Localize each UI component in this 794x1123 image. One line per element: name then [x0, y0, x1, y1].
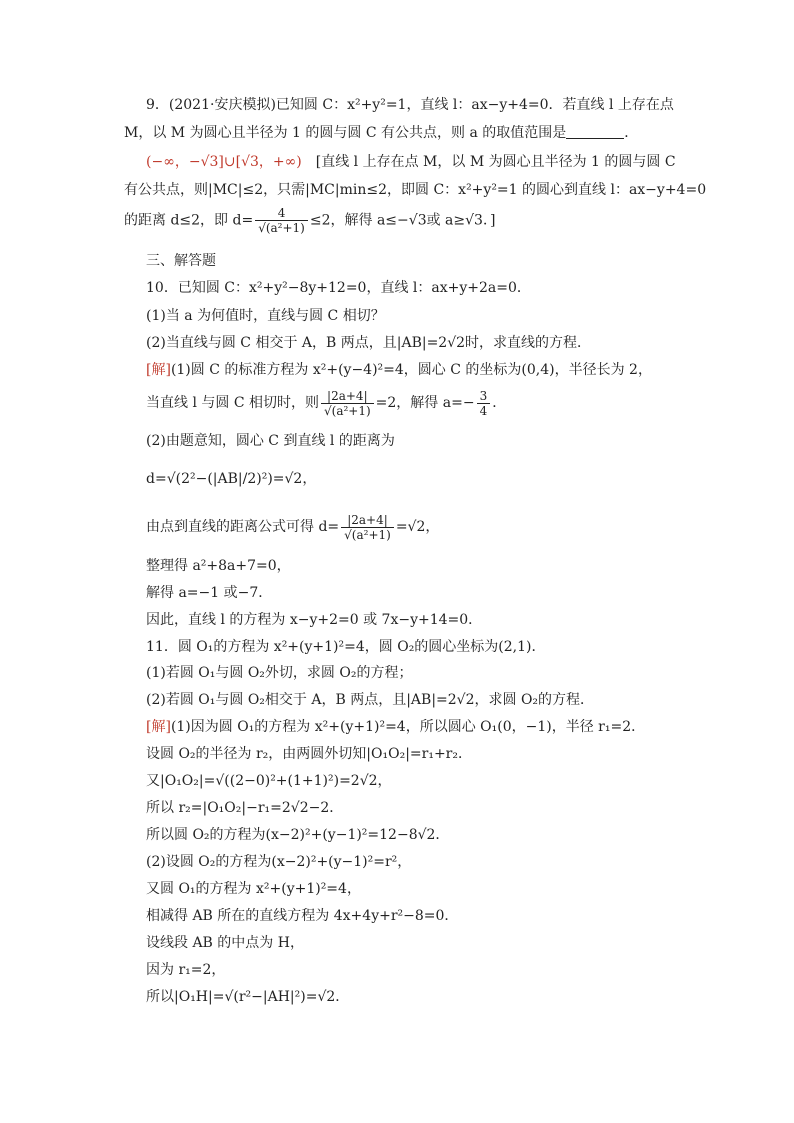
- text-line: [解](1)圆 C 的标准方程为 x²+(y−4)²=4，圆心 C 的坐标为(0,4)，半径长为 2，: [146, 362, 652, 378]
- text-line: 设圆 O₂的半径为 r₂，由两圆外切知|O₁O₂|=r₁+r₂．: [146, 746, 472, 762]
- text-line: (2)若圆 O₁与圆 O₂相交于 A，B 两点，且|AB|=2√2，求圆 O₂的方程．: [146, 692, 595, 708]
- text-line: 11．圆 O₁的方程为 x²+(y+1)²=4，圆 O₂的圆心坐标为(2,1)．: [146, 639, 546, 655]
- text-line: 9．(2021·安庆模拟)已知圆 C：x²+y²=1，直线 l：ax−y+4=0．若直线 l 上存在点: [146, 97, 674, 113]
- text-line: (2)当直线与圆 C 相交于 A，B 两点，且|AB|=2√2时，求直线的方程．: [146, 335, 592, 351]
- text-line: 设线段 AB 的中点为 H，: [146, 935, 304, 951]
- section-heading: 三、解答题: [146, 253, 216, 269]
- text-line: 有公共点，则|MC|≤2，只需|MC|min≤2，即圆 C：x²+y²=1 的圆心到直线 l：ax−y+4=0: [124, 182, 707, 198]
- text-line: (1)当 a 为何值时，直线与圆 C 相切？: [146, 308, 385, 324]
- text-line: (2)设圆 O₂的方程为(x−2)²+(y−1)²=r²，: [146, 854, 412, 870]
- formula-line: 又|O₁O₂|=√((2−0)²+(1+1)²)=2√2，: [146, 773, 392, 789]
- text-line: (−∞，−√3]∪[√3，+∞) [直线 l 上存在点 M，以 M 为圆心且半径为 1 的圆与圆 C: [146, 154, 676, 170]
- fraction: $\frac{|2a+4|}{\text{√(a²+1)}}$: [321, 389, 374, 418]
- answer-blank: [566, 138, 624, 139]
- text-line: (1)若圆 O₁与圆 O₂外切，求圆 O₂的方程；: [146, 665, 413, 681]
- text-line: 相减得 AB 所在的直线方程为 4x+4y+r²−8=0．: [146, 908, 459, 924]
- formula-line: d=√(2²−(|AB|/2)²)=√2，: [146, 471, 317, 487]
- text-line: 又圆 O₁的方程为 x²+(y+1)²=4，: [146, 881, 361, 897]
- fraction: $\frac{|2a+4|}{\text{√(a²+1)}}$: [341, 513, 394, 542]
- answer-text: (−∞，−√3]∪[√3，+∞): [146, 154, 302, 170]
- fraction: $\frac{4}{\text{√(a²+1)}}$: [255, 206, 308, 235]
- solution-tag: [解]: [146, 362, 171, 378]
- text-line: 的距离 d≤2，即 d= $\frac{4}{\text{√(a²+1)}}$ ≤2，解得 a≤−√3或 a≥√3．]: [124, 206, 496, 235]
- formula-line: 所以|O₁H|=√(r²−|AH|²)=√2．: [146, 989, 350, 1005]
- text-line: 当直线 l 与圆 C 相切时，则 $\frac{|2a+4|}{\text{√(a²+1)}}$ =2，解得 a=− $\frac{3}{4}$ ．: [146, 388, 507, 418]
- text-line: 10．已知圆 C：x²+y²−8y+12=0，直线 l：ax+y+2a=0．: [146, 280, 531, 296]
- text-line: M，以 M 为圆心且半径为 1 的圆与圆 C 有公共点，则 a 的取值范围是 ．: [124, 125, 639, 141]
- text-line: [解](1)因为圆 O₁的方程为 x²+(y+1)²=4，所以圆心 O₁(0，−1)，半径 r₁=2．: [146, 719, 646, 735]
- text-line: 因此，直线 l 的方程为 x−y+2=0 或 7x−y+14=0．: [146, 612, 483, 628]
- text-line: 由点到直线的距离公式可得 d= $\frac{|2a+4|}{\text{√(a²+1)}}$ =√2，: [146, 512, 440, 542]
- solution-tag: [解]: [146, 719, 171, 735]
- text-line: 因为 r₁=2，: [146, 962, 226, 978]
- text-line: (2)由题意知，圆心 C 到直线 l 的距离为: [146, 433, 395, 449]
- fraction: $\frac{3}{4}$: [477, 389, 491, 418]
- text-line: 整理得 a²+8a+7=0，: [146, 558, 291, 574]
- text-line: 解得 a=−1 或−7．: [146, 585, 273, 601]
- text-line: 所以圆 O₂的方程为(x−2)²+(y−1)²=12−8√2．: [146, 827, 450, 843]
- text-line: 所以 r₂=|O₁O₂|−r₁=2√2−2．: [146, 800, 344, 816]
